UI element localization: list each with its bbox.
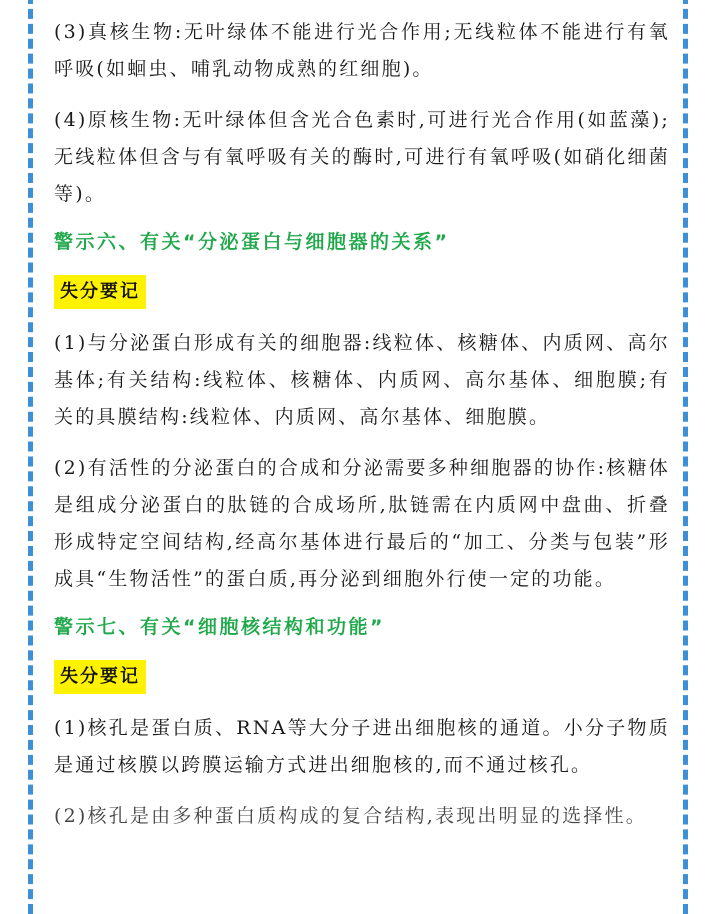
document-body	[54, 14, 670, 849]
section-6-paragraph-2: (2)有活性的分泌蛋白的合成和分泌需要多种细胞器的协作:核糖体是组成分泌蛋白的肽链的合成场所,肽链需在内质网中盘曲、折叠形成特定空间结构,经高尔基体进行最后的“加工、分类与包装”形成具“生物活性”的蛋白质,再分泌到细胞外行使一定的功能。	[54, 457, 670, 590]
section-7-paragraph-1: (1)核孔是蛋白质、RNA等大分子进出细胞核的通道。小分子物质是通过核膜以跨膜运输方式进出细胞核的,而不通过核孔。	[54, 717, 670, 776]
paragraph-eukaryote: (3)真核生物:无叶绿体不能进行光合作用;无线粒体不能进行有氧呼吸(如蛔虫、哺乳动物成熟的红细胞)。	[54, 21, 670, 80]
section-7-paragraph-2: (2)核孔是由多种蛋白质构成的复合结构,表现出明显的选择性。	[54, 805, 647, 827]
paragraph-prokaryote: (4)原核生物:无叶绿体但含光合色素时,可进行光合作用(如蓝藻);无线粒体但含与有氧呼吸有关的酶时,可进行有氧呼吸(如硝化细菌等)。	[54, 109, 670, 205]
section-7-tag: 失分要记	[54, 660, 146, 694]
section-6-heading: 警示六、有关“分泌蛋白与细胞器的关系”	[54, 231, 450, 253]
section-6-paragraph-1: (1)与分泌蛋白形成有关的细胞器:线粒体、核糖体、内质网、高尔基体;有关结构:线粒体、核糖体、内质网、高尔基体、细胞膜;有关的具膜结构:线粒体、内质网、高尔基体、细胞膜。	[54, 332, 670, 428]
section-6-tag: 失分要记	[54, 275, 146, 309]
section-7-heading: 警示七、有关“细胞核结构和功能”	[54, 616, 385, 638]
